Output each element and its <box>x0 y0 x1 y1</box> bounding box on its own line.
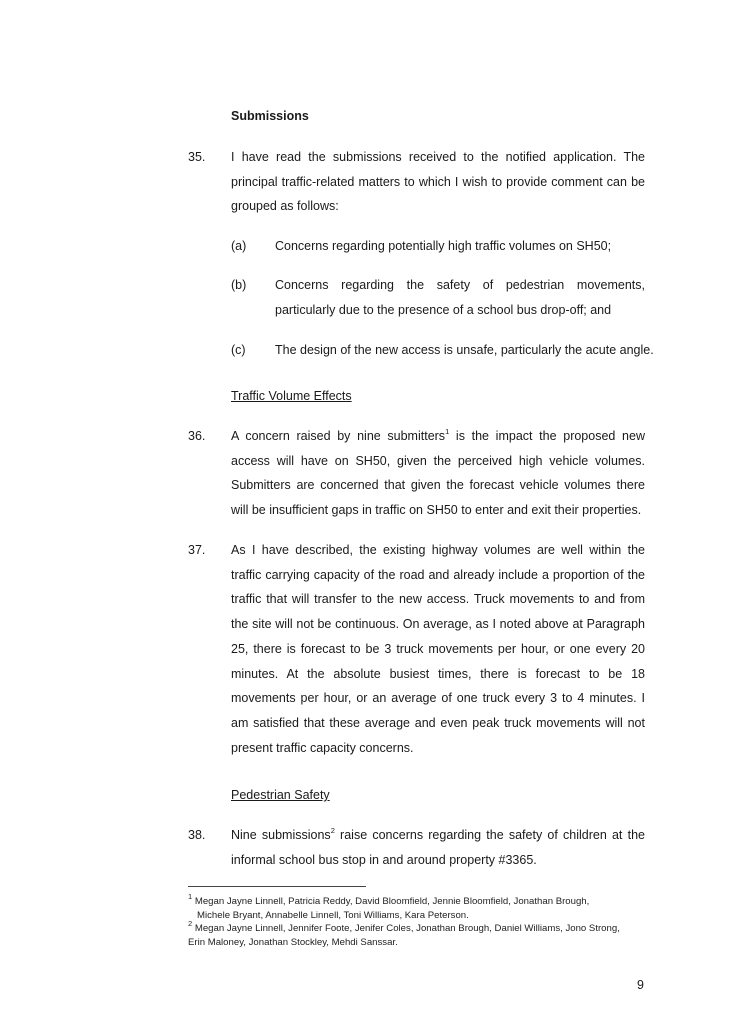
page-number: 9 <box>637 978 644 992</box>
footnote-separator <box>188 886 366 887</box>
paragraph-35-text: I have read the submissions received to the notified application. The principal traffic-related matters to which I wish to provide comment can be grouped as follows: <box>231 150 645 214</box>
footnote-2-line1: Megan Jayne Linnell, Jennifer Foote, Jenifer Coles, Jonathan Brough, Daniel Williams, Jono Strong, <box>192 923 620 934</box>
footnote-1 <box>188 891 648 922</box>
footnote-mark-1: 1 <box>188 891 193 901</box>
subheading-pedestrian-safety: Pedestrian Safety <box>231 788 330 802</box>
footnote-1-line1: Megan Jayne Linnell, Patricia Reddy, David Bloomfield, Jennie Bloomfield, Jonathan Brough, <box>192 896 590 907</box>
footnote-mark-2: 2 <box>188 918 193 928</box>
list-item-letter-b: (b) <box>231 278 247 292</box>
footnote-2-line2: Erin Maloney, Jonathan Stockley, Mehdi Sanssar. <box>188 936 398 948</box>
paragraph-number-36: 36. <box>188 429 206 443</box>
subheading-traffic-volume: Traffic Volume Effects <box>231 389 352 403</box>
list-item-text-b: Concerns regarding the safety of pedestrian movements, particularly due to the presence of a school bus drop-off; and <box>275 278 645 317</box>
paragraph-38-text <box>231 823 645 872</box>
paragraph-36-text-start: A concern raised by nine submitters <box>231 429 446 443</box>
footnote-ref-2: 2 <box>330 825 335 835</box>
paragraph-38-text-end: raise concerns regarding the safety of children at the informal school bus stop in and around property #3365. <box>231 828 645 867</box>
footnote-1-line2: Michele Bryant, Annabelle Linnell, Toni Williams, Kara Peterson. <box>197 909 469 921</box>
footnote-2 <box>188 918 658 949</box>
footnote-ref-1: 1 <box>445 426 450 436</box>
paragraph-36-text-end: is the impact the proposed new access will have on SH50, given the perceived high vehicle volumes. Submitters are concerned that given the forecast vehicle volumes there will be insufficient gaps in traffic on SH50 to enter and exit their properties. <box>231 429 645 518</box>
list-item-letter-c: (c) <box>231 343 246 357</box>
paragraph-37-text: As I have described, the existing highway volumes are well within the traffic carrying capacity of the road and already include a proportion of the traffic that will transfer to the new access. Truck movements to and from the site will not be continuous. On average, as I noted above at Paragraph 25, there is forecast to be 3 truck movements per hour, or one every 20 minutes. At the absolute busiest times, there is forecast to be 18 movements per hour, or an average of one truck every 3 to 4 minutes. I am satisfied that these average and even peak truck movements will not present traffic capacity concerns. <box>231 543 645 755</box>
paragraph-number-37: 37. <box>188 543 206 557</box>
list-item-text-a: Concerns regarding potentially high traffic volumes on SH50; <box>275 239 612 253</box>
list-item-text-c: The design of the new access is unsafe, particularly the acute angle. <box>275 343 654 357</box>
paragraph-number-38: 38. <box>188 828 206 842</box>
list-item-letter-a: (a) <box>231 239 247 253</box>
paragraph-38-text-start: Nine submissions <box>231 828 331 842</box>
section-heading: Submissions <box>231 109 309 123</box>
paragraph-number-35: 35. <box>188 150 206 164</box>
paragraph-36-text <box>231 424 645 523</box>
